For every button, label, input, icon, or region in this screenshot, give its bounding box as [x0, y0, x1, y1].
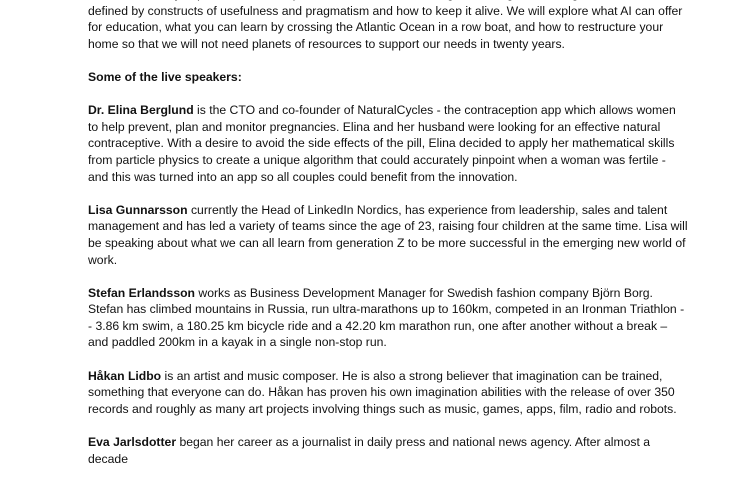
- document-page: [88, 0, 688, 484]
- speaker-paragraph: [88, 368, 688, 418]
- speaker-bio: is an artist and music composer. He is also a strong believer that imagination can be trained, something that everyone can do. Håkan has proven his own imagination abilities with the release of over 350 records and roughly as many art projects involving things such as music, games, apps, film, radio and robots.: [88, 368, 677, 416]
- intro-paragraph: defined by constructs of usefulness and pragmatism and how to keep it alive. We will explore what AI can offer for education, what you can learn by crossing the Atlantic Ocean in a row boat, and how to restructure your home so that we will not need planets of resources to support our needs in twenty years.: [88, 3, 683, 51]
- speaker-name: Stefan Erlandsson: [88, 285, 196, 300]
- speaker-bio: works as Business Development Manager for Swedish fashion company Björn Borg. Stefan has climbed mountains in Russia, run ultra-marathons up to 160km, competed in an Ironman Triathlon -- 3.86 km swim, a 180.25 km bicycle ride and a 42.20 km marathon run, one after another without a break – and paddled 200km in a kayak in a single non-stop run.: [88, 285, 685, 350]
- speaker-name: Eva Jarlsdotter: [88, 435, 177, 450]
- speaker-bio: is the CTO and co-founder of NaturalCycles - the contraception app which allows women to help prevent, plan and monitor pregnancies. Elina and her husband were looking for an effective natural contraceptive. With a desire to avoid the side effects of the pill, Elina decided to apply her mathematical skills from particle physics to create a unique algorithm that could accurately pinpoint when a woman was fertile - and this was turned into an app so all couples could benefit from the innovation.: [88, 103, 676, 184]
- speaker-name: Håkan Lidbo: [88, 368, 162, 383]
- speaker-name: Lisa Gunnarsson: [88, 202, 188, 217]
- speaker-paragraph: [88, 434, 688, 467]
- speakers-heading: Some of the live speakers:: [88, 69, 242, 84]
- speaker-paragraph: [88, 202, 688, 268]
- speaker-paragraph: [88, 102, 688, 185]
- speaker-bio: began her career as a journalist in daily press and national news agency. After almost a decade: [88, 435, 651, 466]
- speaker-name: Dr. Elina Berglund: [88, 103, 194, 118]
- speaker-bio: currently the Head of LinkedIn Nordics, has experience from leadership, sales and talent management and has led a variety of teams since the age of 23, raising four children at the same time. Lisa will be speaking about what we can all learn from generation Z to be more successful in the emerging new world of work.: [88, 202, 688, 267]
- speaker-paragraph: [88, 285, 688, 351]
